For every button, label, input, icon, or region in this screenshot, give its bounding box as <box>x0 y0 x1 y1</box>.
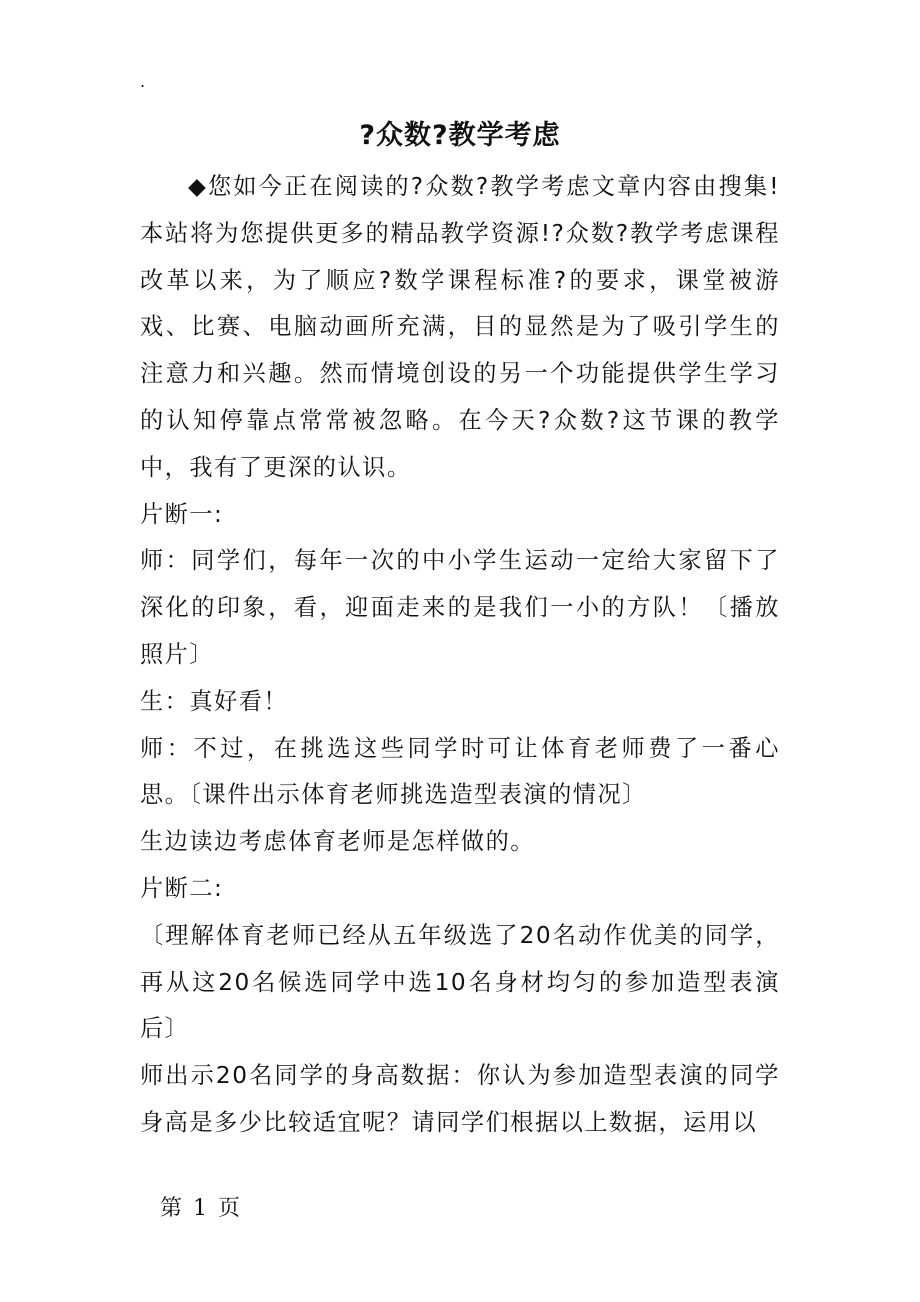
paragraph-teacher-2: 师：不过，在挑选这些同学时可让体育老师费了一番心思。〔课件出示体育老师挑选造型表演的情况〕 <box>140 734 780 809</box>
paragraph-context: 〔理解体育老师已经从五年级选了20名动作优美的同学，再从这20名候选同学中选10名身材均匀的参加造型表演后〕 <box>140 921 780 1043</box>
paragraph-student-2: 生边读边考虑体育老师是怎样做的。 <box>140 828 535 856</box>
paragraph-student-1: 生：真好看！ <box>140 687 289 715</box>
paragraph-intro: ◆您如今正在阅读的?众数?教学考虑文章内容由搜集!本站将为您提供更多的精品教学资源!?众数?教学考虑课程改革以来，为了顺应?数学课程标准?的要求，课堂被游戏、比赛、电脑动画所充满，目的显然是为了吸引学生的注意力和兴趣。然而情境创设的另一个功能提供学生学习的认知停靠点常常被忽略。在今天?众数?这节课的教学中，我有了更深的认识。 <box>140 173 780 481</box>
paragraph-teacher-3: 师出示20名同学的身高数据：你认为参加造型表演的同学身高是多少比较适宜呢？请同学们根据以上数据，运用以 <box>140 1062 780 1136</box>
header-mark: . <box>140 72 146 91</box>
section-heading-2: 片断二: <box>140 874 224 902</box>
page-number: 第 1 页 <box>160 1196 242 1221</box>
document-title: ?众数?教学考虑 <box>359 120 561 151</box>
paragraph-teacher-1: 师：同学们，每年一次的中小学生运动一定给大家留下了深化的印象，看，迎面走来的是我们一小的方队！〔播放照片〕 <box>140 547 780 668</box>
section-heading-1: 片断一: <box>140 500 224 528</box>
document-body <box>140 164 780 1147</box>
